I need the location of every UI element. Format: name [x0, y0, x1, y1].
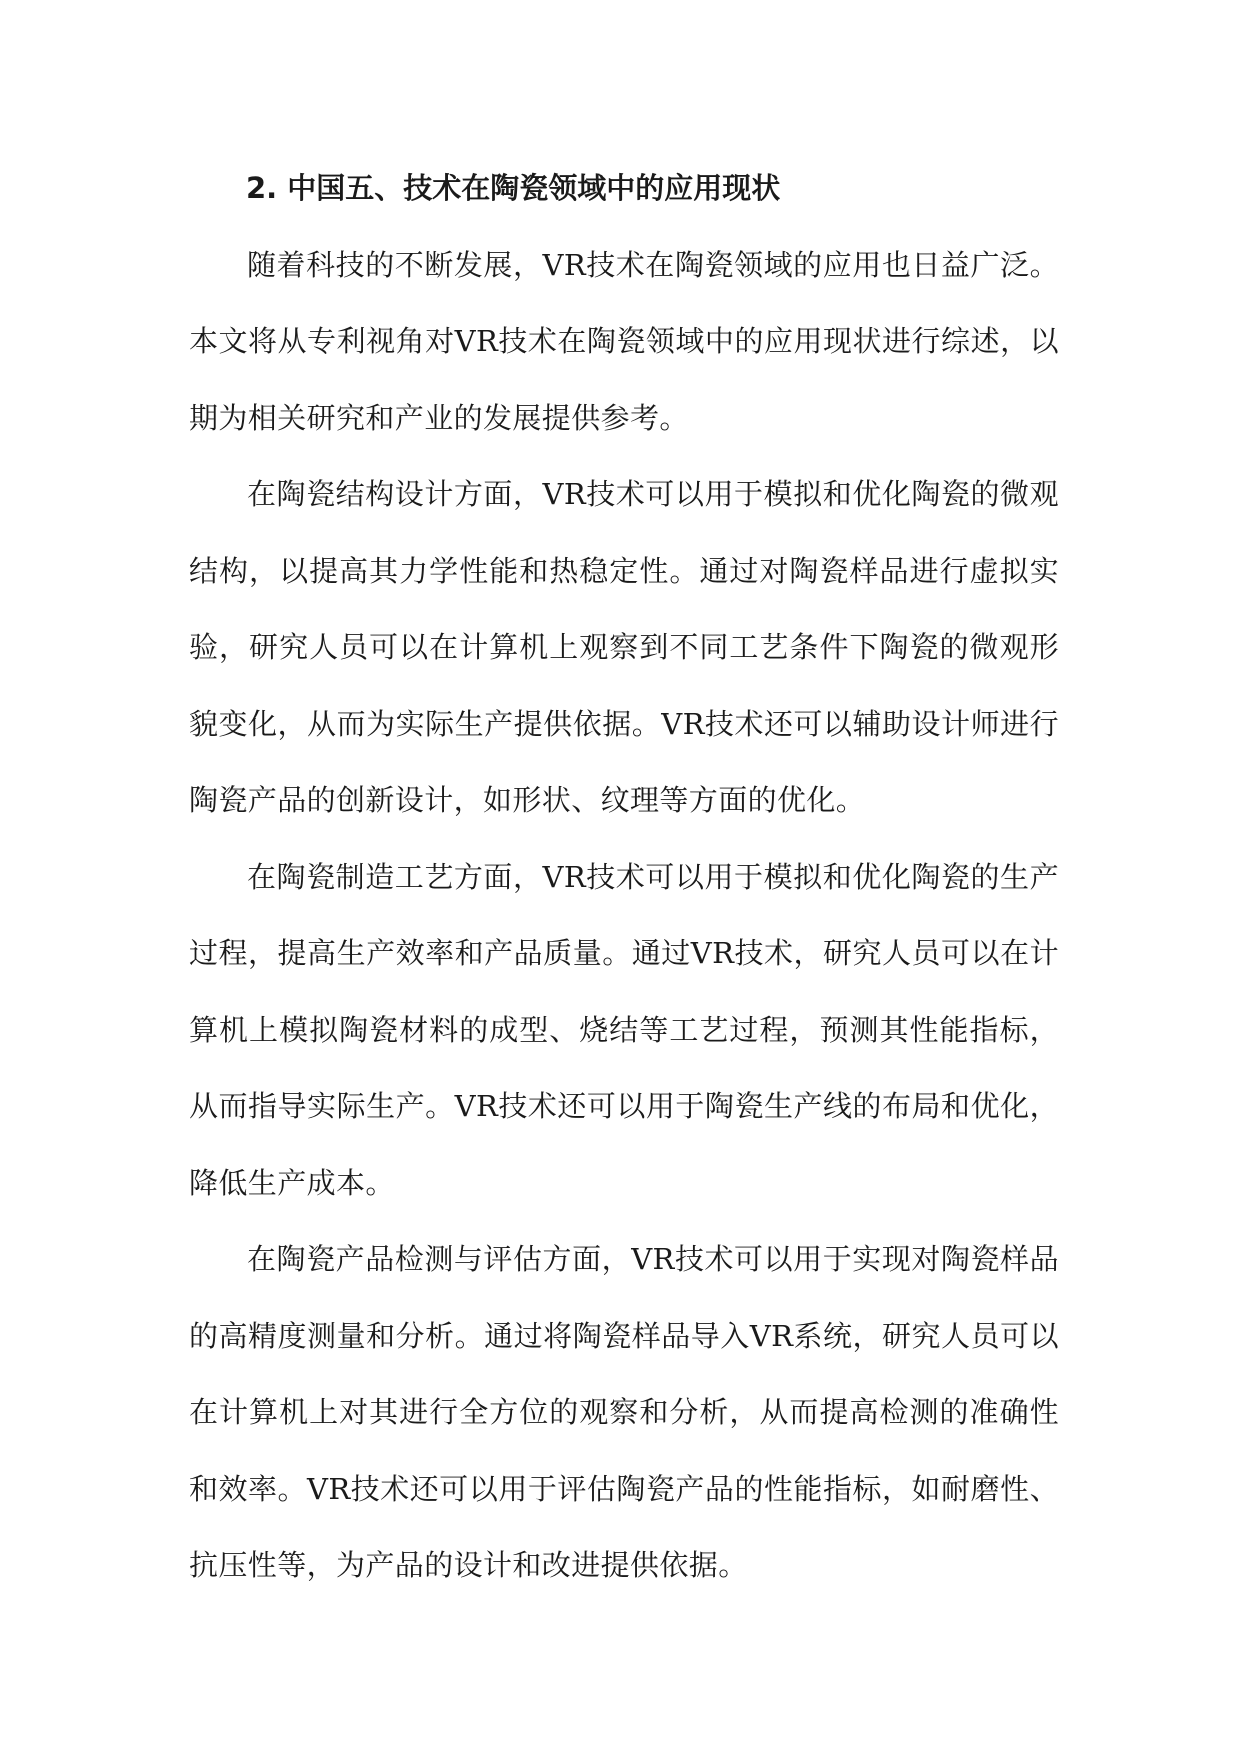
- paragraph-intro: 随着科技的不断发展，VR技术在陶瓷领域的应用也日益广泛。本文将从专利视角对VR技术在陶瓷领域中的应用现状进行综述，以期为相关研究和产业的发展提供参考。: [189, 247, 1059, 435]
- paragraph-inspection-evaluation: 在陶瓷产品检测与评估方面，VR技术可以用于实现对陶瓷样品的高精度测量和分析。通过将陶瓷样品导入VR系统，研究人员可以在计算机上对其进行全方位的观察和分析，从而提高检测的准确性和效率。VR技术还可以用于评估陶瓷产品的性能指标，如耐磨性、抗压性等，为产品的设计和改进提供依据。: [189, 1242, 1059, 1582]
- document-body: [189, 150, 1059, 1604]
- section-heading: 2. 中国五、技术在陶瓷领域中的应用现状: [246, 171, 781, 205]
- paragraph-structure-design: 在陶瓷结构设计方面，VR技术可以用于模拟和优化陶瓷的微观结构，以提高其力学性能和热稳定性。通过对陶瓷样品进行虚拟实验，研究人员可以在计算机上观察到不同工艺条件下陶瓷的微观形貌变化，从而为实际生产提供依据。VR技术还可以辅助设计师进行陶瓷产品的创新设计，如形状、纹理等方面的优化。: [189, 477, 1059, 817]
- paragraph-manufacturing-process: 在陶瓷制造工艺方面，VR技术可以用于模拟和优化陶瓷的生产过程，提高生产效率和产品质量。通过VR技术，研究人员可以在计算机上模拟陶瓷材料的成型、烧结等工艺过程，预测其性能指标，从而指导实际生产。VR技术还可以用于陶瓷生产线的布局和优化，降低生产成本。: [189, 859, 1059, 1200]
